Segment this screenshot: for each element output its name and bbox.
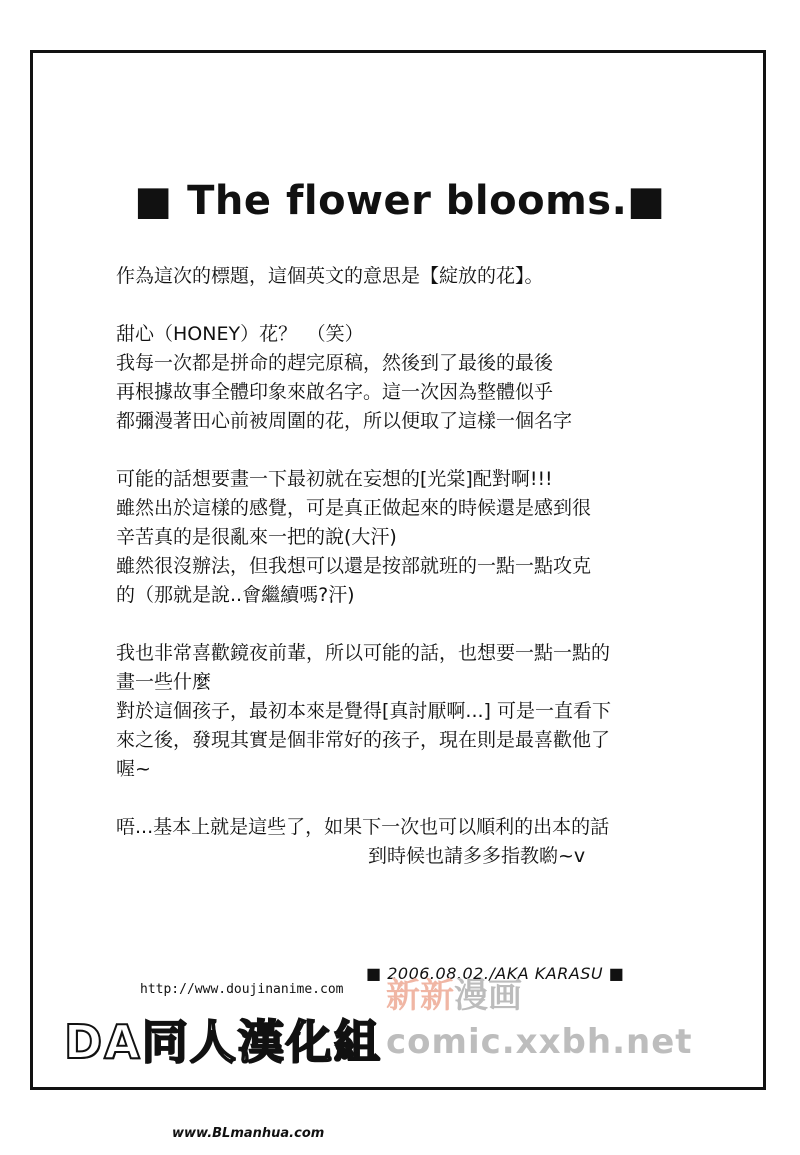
text-line: 可能的話想要畫一下最初就在妄想的[光棠]配對啊!!! bbox=[116, 468, 553, 490]
watermark-title bbox=[386, 968, 522, 1017]
text-line: 雖然很沒辦法，但我想可以還是按部就班的一點一點攻克 bbox=[116, 555, 592, 577]
text-line: 我每一次都是拼命的趕完原稿，然後到了最後的最後 bbox=[116, 352, 554, 374]
text-line: 對於這個孩子，最初本來是覺得[真討厭啊...] 可是一直看下 bbox=[116, 700, 611, 722]
text-line: 唔...基本上就是這些了，如果下一次也可以順利的出本的話 bbox=[116, 816, 610, 838]
signature: ■ 2006.08.02./AKA KARASU ■ bbox=[366, 964, 625, 983]
text-line: 畫一些什麼 bbox=[116, 671, 212, 693]
text-line: 甜心（HONEY）花？ （笑） bbox=[116, 323, 364, 345]
watermark-title-part2: 漫画 bbox=[454, 976, 522, 1016]
watermark-title-part1: 新新 bbox=[386, 976, 454, 1016]
text-line: 再根據故事全體印象來啟名字。這一次因為整體似乎 bbox=[116, 381, 554, 403]
group-url: http://www.doujinanime.com bbox=[140, 982, 344, 997]
text-line: 到時候也請多多指教喲~ⅴ bbox=[368, 845, 586, 867]
body-text bbox=[116, 262, 756, 871]
text-line: 辛苦真的是很亂來一把的說(大汗) bbox=[116, 526, 397, 548]
page-title: ■ The flower blooms.■ bbox=[134, 178, 666, 224]
text-line: 都彌漫著田心前被周圍的花，所以便取了這樣一個名字 bbox=[116, 410, 573, 432]
text-line: 我也非常喜歡鏡夜前輩，所以可能的話，也想要一點一點的 bbox=[116, 642, 611, 664]
text-line: 的（那就是說..會繼續嗎?汗) bbox=[116, 584, 355, 606]
text-line: 作為這次的標題，這個英文的意思是【綻放的花】。 bbox=[116, 265, 544, 287]
footer-url: www.BLmanhua.com bbox=[172, 1126, 325, 1141]
text-line: 雖然出於這樣的感覺，可是真正做起來的時候還是感到很 bbox=[116, 497, 592, 519]
text-line: 來之後，發現其實是個非常好的孩子，現在則是最喜歡他了 bbox=[116, 729, 611, 751]
text-line: 喔~ bbox=[116, 758, 151, 780]
watermark-url: comic.xxbh.net bbox=[386, 1022, 693, 1062]
group-logo: DA同人漢化組 bbox=[64, 1015, 382, 1069]
